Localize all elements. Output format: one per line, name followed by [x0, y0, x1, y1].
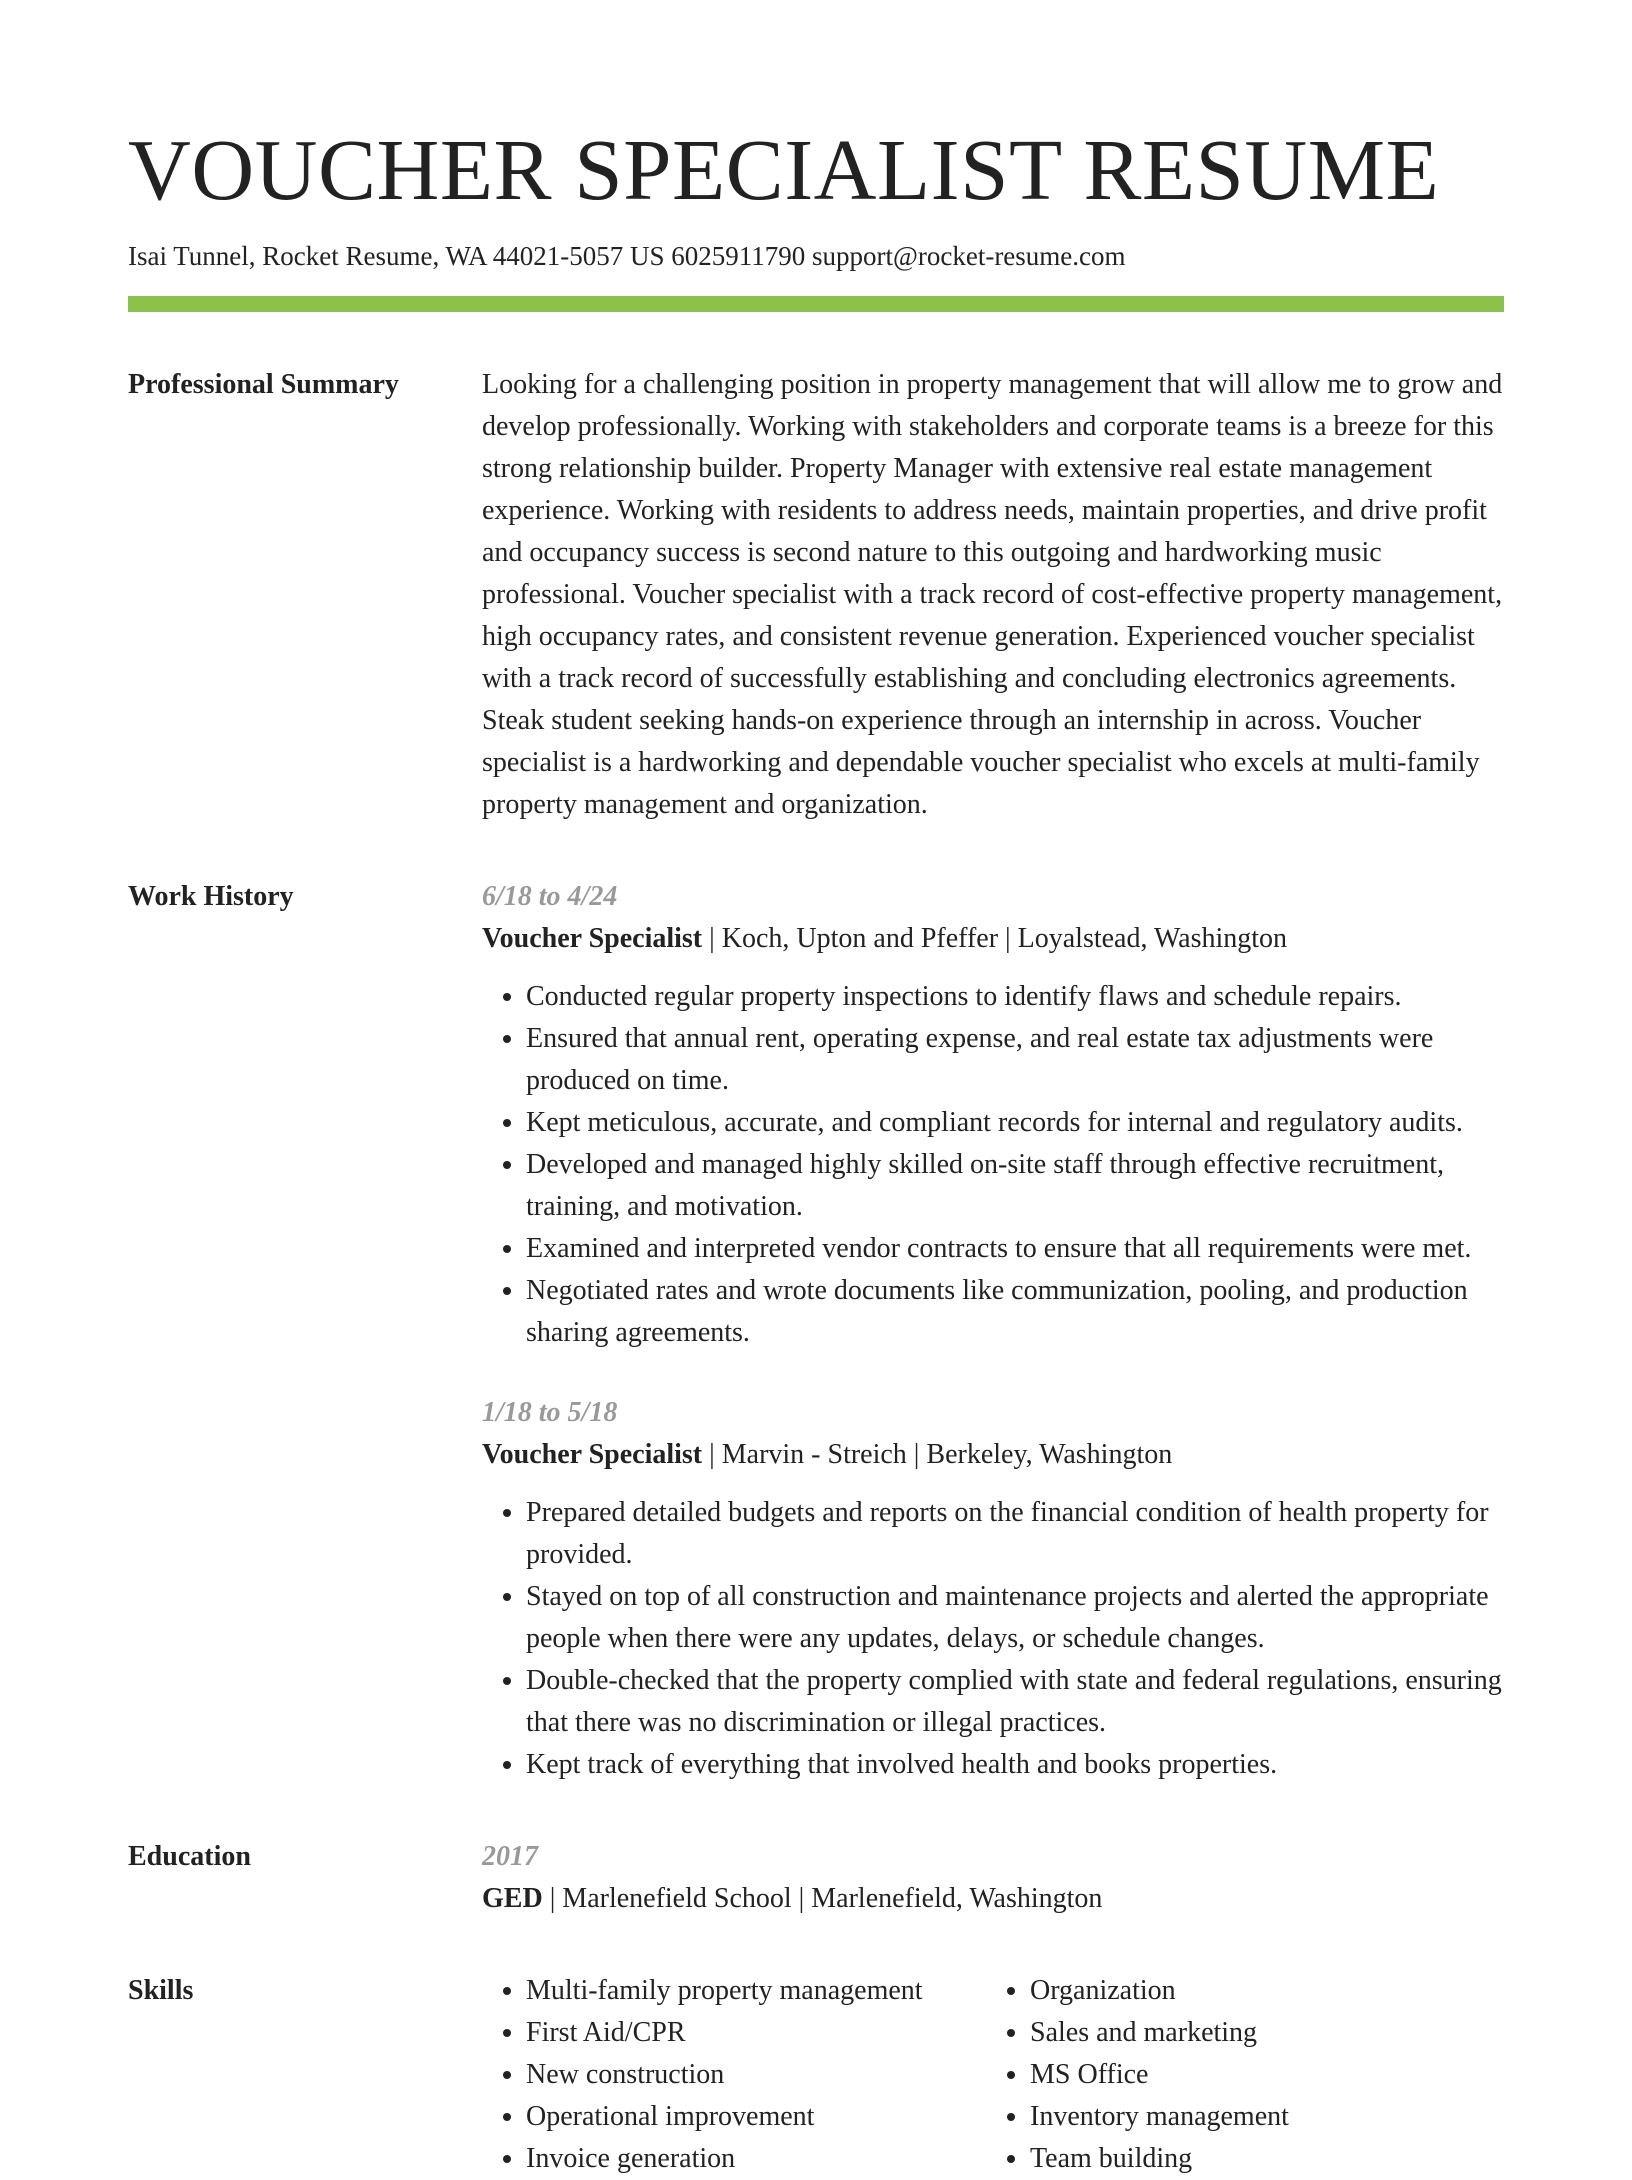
job-dates: 6/18 to 4/24	[482, 881, 618, 912]
job-bullets	[482, 1492, 1504, 1786]
work-history-body	[482, 876, 1504, 1786]
section-label-work: Work History	[128, 881, 294, 912]
skills-column-1	[482, 1970, 986, 2180]
resume-title: VOUCHER SPECIALIST RESUME	[128, 121, 1440, 218]
job-dates: 1/18 to 5/18	[482, 1397, 618, 1428]
summary-section	[128, 364, 1504, 826]
work-history-section	[128, 876, 1504, 1786]
list-item: • Kept meticulous, accurate, and compliant records for internal and regulatory audits.	[526, 1102, 1504, 1144]
section-label-skills: Skills	[128, 1975, 194, 2006]
skill-item: • First Aid/CPR	[526, 2012, 986, 2054]
job-details: | Marvin - Streich | Berkeley, Washington	[702, 1439, 1173, 1470]
skill-item: • Multi-family property management	[526, 1970, 986, 2012]
job-entry	[482, 1392, 1504, 1786]
skill-item: • Organization	[1030, 1970, 1490, 2012]
skill-item: • Operational improvement	[526, 2096, 986, 2138]
skill-item: • Team building	[1030, 2138, 1490, 2180]
summary-body	[482, 364, 1504, 826]
list-item: • Prepared detailed budgets and reports on the financial condition of health property for provided.	[526, 1492, 1504, 1576]
skill-item: • New construction	[526, 2054, 986, 2096]
job-bullets	[482, 976, 1504, 1354]
skill-item: • Sales and marketing	[1030, 2012, 1490, 2054]
list-item: • Kept track of everything that involved health and books properties.	[526, 1744, 1504, 1786]
job-entry	[482, 876, 1504, 1354]
list-item: • Developed and managed highly skilled on-site staff through effective recruitment, training, and motivation.	[526, 1144, 1504, 1228]
header-divider	[128, 296, 1504, 312]
skills-grid	[482, 1970, 1504, 2180]
skill-item: • Invoice generation	[526, 2138, 986, 2180]
skills-column-2	[986, 1970, 1490, 2180]
skills-section	[128, 1970, 1504, 2180]
education-details: | Marlenefield School | Marlenefield, Washington	[542, 1883, 1103, 1914]
education-body	[482, 1836, 1504, 1920]
list-item: • Double-checked that the property complied with state and federal regulations, ensuring that there was no discrimination or illegal practices.	[526, 1660, 1504, 1744]
education-date: 2017	[482, 1841, 538, 1872]
list-item: • Stayed on top of all construction and maintenance projects and alerted the appropriate people when there were any updates, delays, or schedule changes.	[526, 1576, 1504, 1660]
skill-item: • MS Office	[1030, 2054, 1490, 2096]
list-item: • Conducted regular property inspections to identify flaws and schedule repairs.	[526, 976, 1504, 1018]
skills-body	[482, 1970, 1504, 2180]
job-role: Voucher Specialist	[482, 1439, 703, 1470]
list-item: • Ensured that annual rent, operating expense, and real estate tax adjustments were produced on time.	[526, 1018, 1504, 1102]
summary-text: Looking for a challenging position in property management that will allow me to grow and develop professionally. Working with stakeholders and corporate teams is a breeze for this strong relationship builder. Property Manager with extensive real estate management experience. Working with residents to address needs, maintain properties, and drive profit and occupancy success is second nature to this outgoing and hardworking music professional. Voucher specialist with a track record of cost-effective property management, high occupancy rates, and consistent revenue generation. Experienced voucher specialist with a track record of successfully establishing and concluding electronics agreements. Steak student seeking hands-on experience through an internship in across. Voucher specialist is a hardworking and dependable voucher specialist who excels at multi-family property management and organization.	[482, 369, 1503, 820]
skill-item: • Inventory management	[1030, 2096, 1490, 2138]
education-line	[482, 1878, 1504, 1920]
education-section	[128, 1836, 1504, 1920]
section-label-education: Education	[128, 1841, 251, 1872]
education-degree: GED	[482, 1883, 543, 1914]
contact-info: Isai Tunnel, Rocket Resume, WA 44021-5057 US 6025911790 support@rocket-resume.com	[128, 241, 1126, 271]
list-item: • Negotiated rates and wrote documents like communization, pooling, and production sharing agreements.	[526, 1270, 1504, 1354]
job-role: Voucher Specialist	[482, 923, 703, 954]
job-title-line	[482, 918, 1504, 960]
section-label-summary: Professional Summary	[128, 369, 399, 400]
job-details: | Koch, Upton and Pfeffer | Loyalstead, Washington	[702, 923, 1288, 954]
list-item: • Examined and interpreted vendor contracts to ensure that all requirements were met.	[526, 1228, 1504, 1270]
job-title-line	[482, 1434, 1504, 1476]
